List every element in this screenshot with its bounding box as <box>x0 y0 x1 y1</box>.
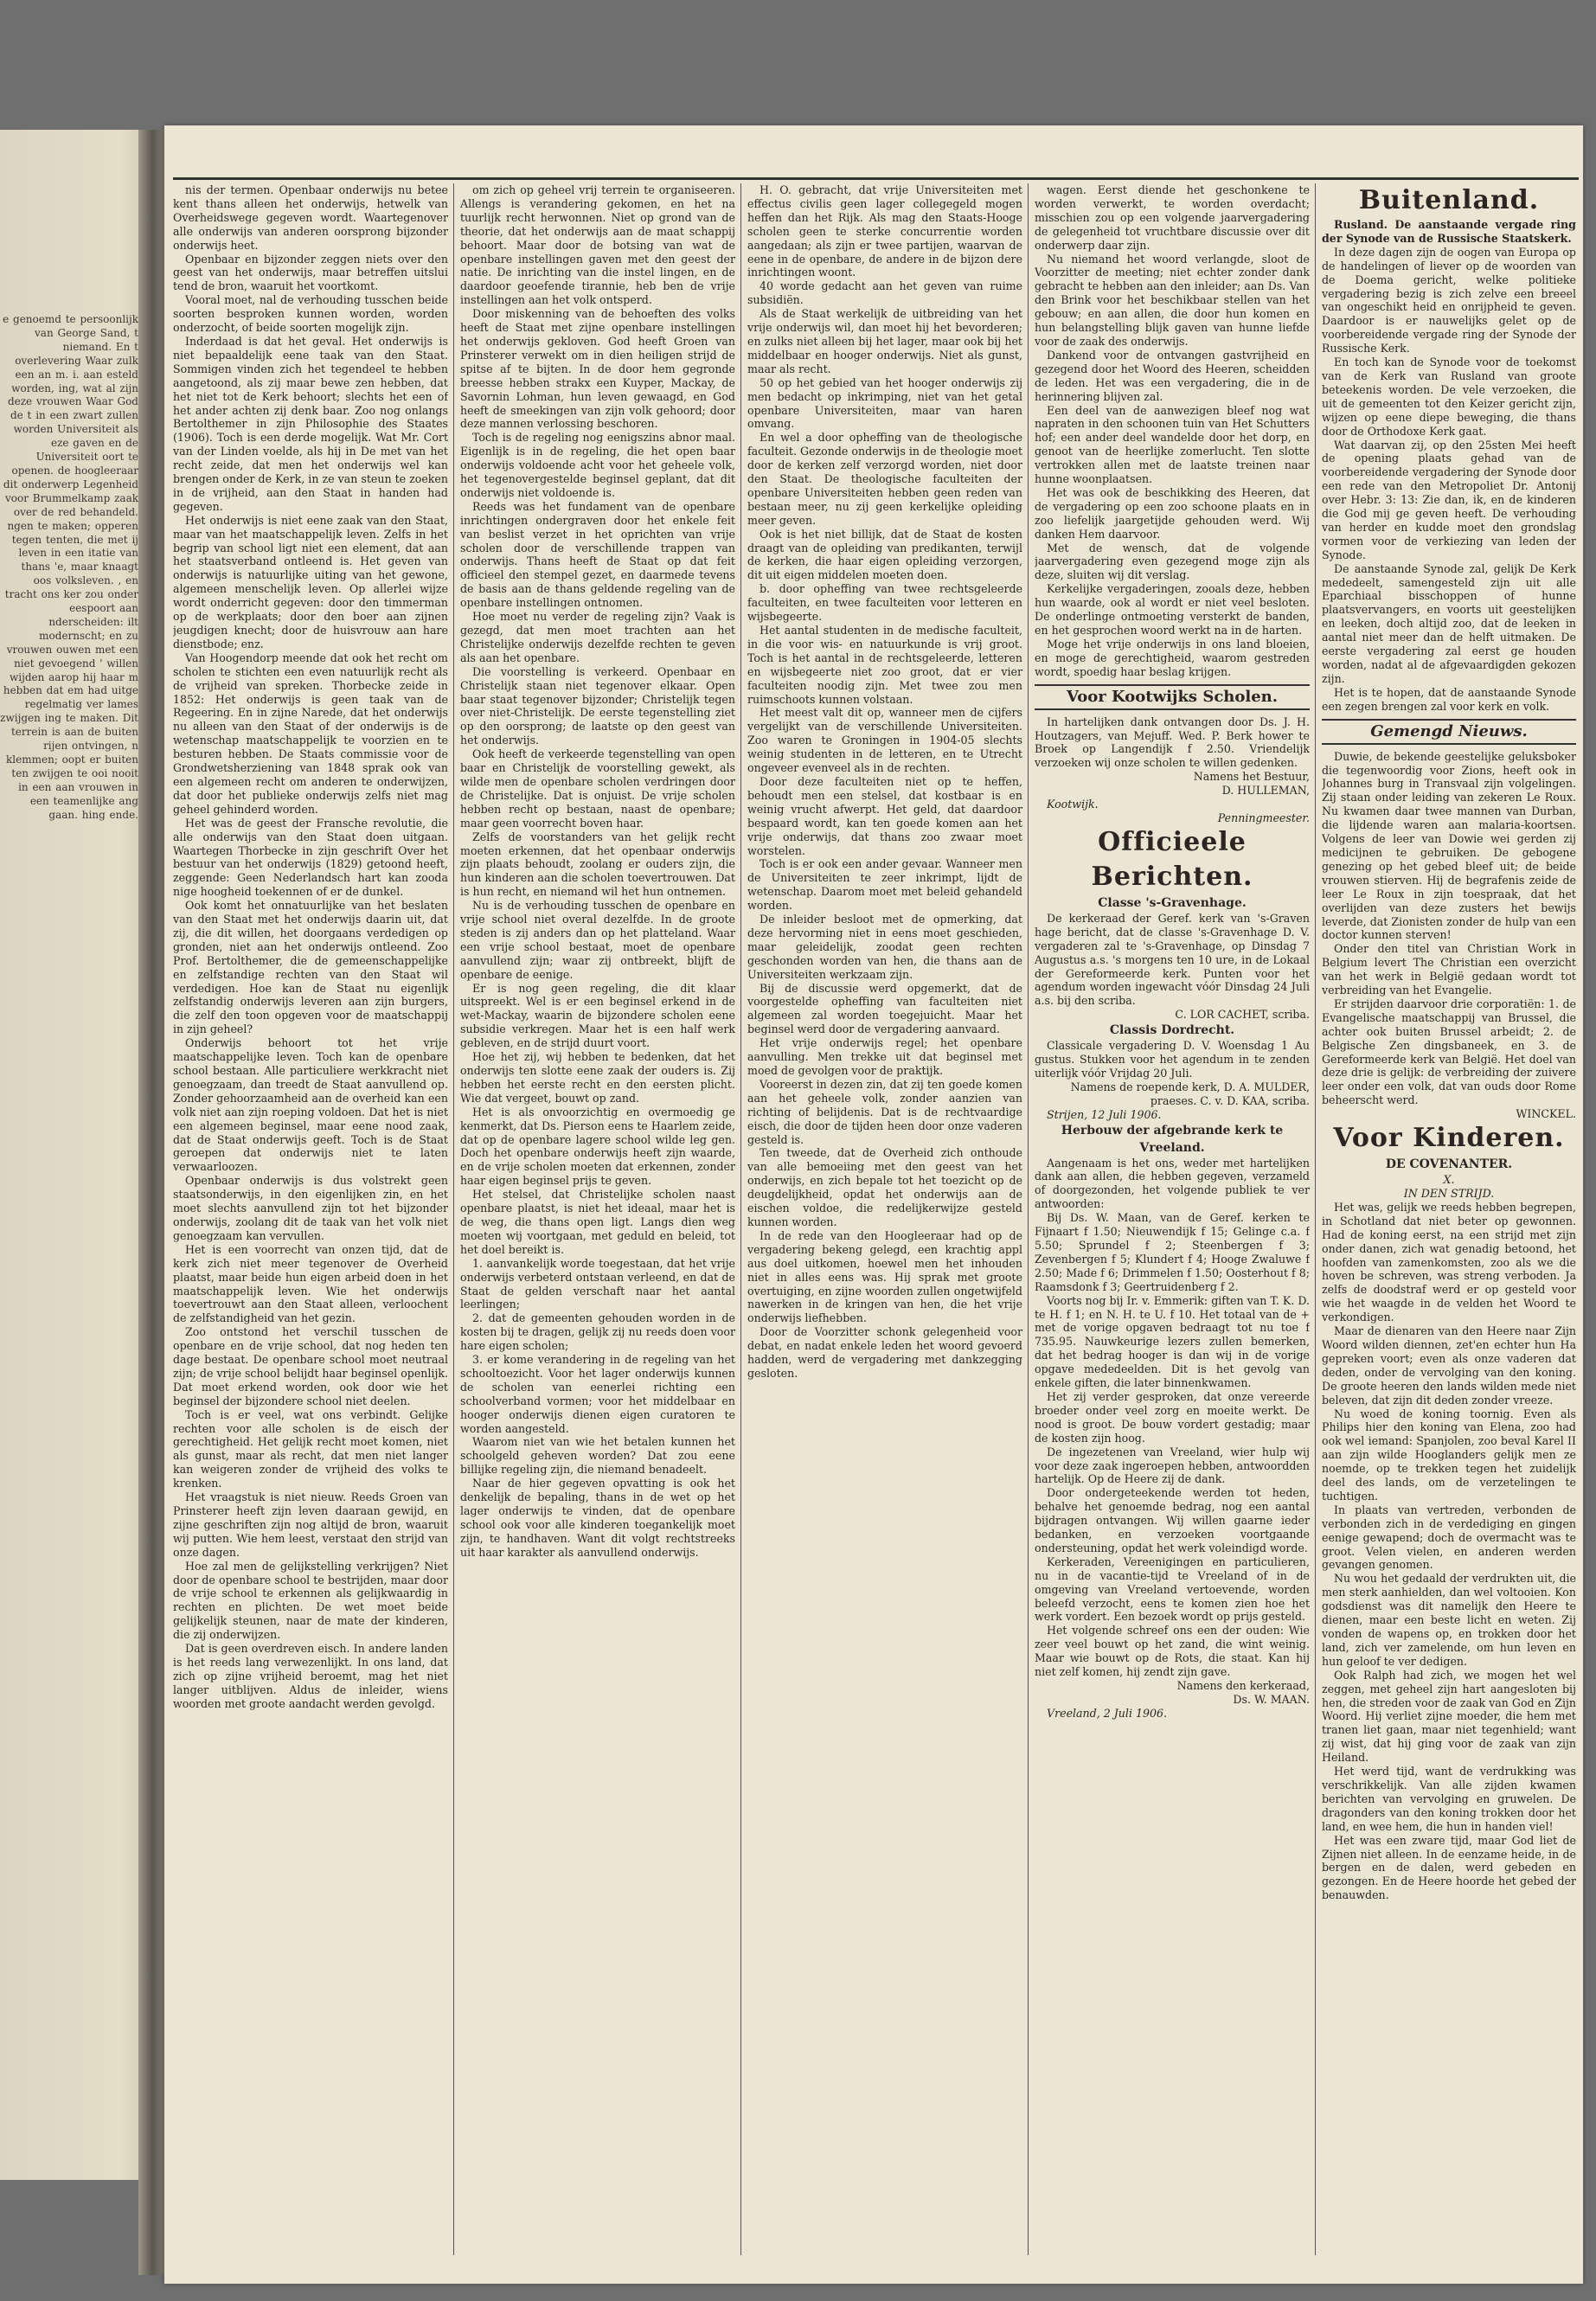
paragraph: Het stelsel, dat Christelijke scholen naast openbare plaatst, is niet het ideaal, maar het is de weg, die thans open ligt. Langs dien weg moeten wij voortgaan, met geduld en beleid, tot het doel bereikt is. <box>460 1188 735 1256</box>
paragraph: Door de Voorzitter schonk gelegenheid voor debat, en nadat enkele leden het woord gevoerd hadden, werd de vergadering met dankzegging gesloten. <box>747 1325 1022 1380</box>
paragraph: Het vraagstuk is niet nieuw. Reeds Groen van Prinsterer heeft zijn leven daaraan gewijd, en zijne geschriften zijn nog altijd de bron, waaruit wij putten. Wie hem leest, verstaat den strijd van onze dagen. <box>173 1490 448 1559</box>
signature-name: Ds. W. MAAN. <box>1233 1692 1310 1706</box>
paragraph: 40 worde gedacht aan het geven van ruime subsidiën. <box>747 279 1022 307</box>
paragraph: Vooral moet, nal de verhouding tusschen beide soorten besproken kunnen worden, worden onderzocht, of beide soorten mogelijk zijn. <box>173 293 448 335</box>
paragraph: Het was, gelijk we reeds hebben begrepen, in Schotland dat niet beter op gewonnen. Had de koning eerst, na een strijd met zijn onder danen, zich wat genadig betoond, het hoofden van zamenkomsten, zoo als we die hoven be schreven, was streng verboden. Ja zelfs de doodstraf werd er op gesteld voor wie het waagde in de velden het Woord te verkondigen. <box>1322 1200 1576 1324</box>
chapter-title: IN DEN STRIJD. <box>1403 1187 1495 1200</box>
paragraph: Die voorstelling is verkeerd. Openbaar en Christelijk staan niet tegenover elkaar. Open baar staat tegenover bijzonder; Christelijk tegen over niet-Christelijk. De eerste tegenstelling ziet op den oorsprong; de laatste op den geest van het onderwijs. <box>460 664 735 747</box>
paragraph: In de rede van den Hoogleeraar had op de vergadering bekeng gelegd, een krachtig appl aus doel uitkomen, hoewel men het inhouden niet in alles eens was. Hij sprak met groote overtuiging, en zijne woorden zullen ongetwijfeld nawerken in de kringen van hen, die het vrije onderwijs liefhebben. <box>747 1228 1022 1325</box>
paragraph: Openbaar en bijzonder zeggen niets over den geest van het onderwijs, maar betreffen uitslui tend de bron, waaruit het voortkomt. <box>173 252 448 293</box>
column-rule <box>1028 183 1029 2255</box>
paragraph: Ook Ralph had zich, we mogen het wel zeggen, met geheel zijn hart aangesloten bij hen, die streden voor de zaak van God en Zijn Woord. Hij verliet zijne moeder, die hem met tranen liet gaan, maar niet tegenhield; want zij wist, dat hij ging voor de zaak van zijn Heiland. <box>1322 1668 1576 1765</box>
paragraph: In deze dagen zijn de oogen van Europa op de handelingen of liever op de woorden van de Doema gericht, welke politieke vergadering bezig is zich zelve een breeel van ongeschikt heid en onrijpheid te geven. Daardoor is er nauwelijks gelet op de voorbereidende vergade ring der Synode der Russische Kerk. <box>1322 245 1576 356</box>
article-column-4 <box>1035 183 1310 2259</box>
paragraph: Er strijden daarvoor drie corporatiën: 1. de Evangelische maatschappij van Brussel, die achter ook buiten Brussel arbeidt; 2. de Belgische Zen dingsbaneek, en 3. de Gereformeerde kerk van België. Het doel van deze drie is gelijk: de verbreiding der zuivere leer onder een volk, dat van ouds door Rome beheerscht werd. <box>1322 997 1576 1107</box>
paragraph: Ook heeft de verkeerde tegenstelling van open baar en Christelijk de voorstelling gewekt, als wilde men de openbare scholen verdringen door de Christelijke. Dat is onjuist. De vrije scholen hebben recht op bestaan, naast de openbare; maar geen voorrecht boven haar. <box>460 747 735 830</box>
section-heading-kinderen: Voor Kinderen. <box>1333 1123 1565 1154</box>
paragraph: Door miskenning van de behoeften des volks heeft de Staat met zijne openbare instellingen het onderwijs gekloven. God heeft Groen van Prinsterer verwekt om in dien heiligen strijd de spitse af te bijten. In de door hem gegronde breesse hebben strakx een Kuyper, Mackay, de Savornin Lohman, hun leven gewaagd, en God heeft de smeekingen van zijn volk gehoord; door deze mannen verlossing beschoren. <box>460 307 735 431</box>
place-label: Kootwijk. <box>1047 798 1099 811</box>
paragraph: Het vrije onderwijs regel; het openbare aanvulling. Men trekke uit dat beginsel met moed de gevolgen voor de praktijk. <box>747 1036 1022 1077</box>
paragraph: Van Hoogendorp meende dat ook het recht om scholen te stichten een even natuurlijk recht als de vrijheid van spreken. Thorbecke zeide in 1852: Het onderwijs is geen taak van de Regeering. En in zijne Narede, dat het onderwijs nu alleen van den Staat of der onderwijs is de wetenschap maatschappelijk te voorzien en te besturen hebben. De Staats commissie voor de Grondwetsherziening van 1848 sprak ook van een algemeen recht om anderen te onderwijzen, dat door het publieke onderwijs zelfs niet mag geheel gehinderd worden. <box>173 651 448 816</box>
paragraph: b. door opheffing van twee rechtsgeleerde faculteiten, en twee faculteiten voor letteren en wijsbegeerte. <box>747 582 1022 624</box>
header-rule <box>173 177 1579 180</box>
paragraph: Ook is het niet billijk, dat de Staat de kosten draagt van de opleiding van predikanten, terwijl de kerken, die haar eigen opleiding verzorgen, dit uit eigen middelen moeten doen. <box>747 527 1022 582</box>
paragraph: Ten tweede, dat de Overheid zich onthoude van alle bemoeiing met den geest van het onderwijs, en zich bepale tot het toezicht op de deugdelijkheid, opdat het onderwijs aan de eischen voldoe, die redelijkerwijze gesteld kunnen worden. <box>747 1146 1022 1228</box>
paragraph: Nu wou het gedaald der verdrukten uit, die men sterk aanhielden, dan wel voltooien. Kon godsdienst was dit namelijk den Heere te dienen, maar een beste licht en weten. Zij vonden de wapens op, en trokken door het land, zich ver zamelende, om hun leven en hun geloof te ver dedigen. <box>1322 1572 1576 1668</box>
dateline: Strijen, 12 Juli 1906. <box>1047 1107 1162 1121</box>
paragraph: De inleider besloot met de opmerking, dat deze hervorming niet in eens moet geschieden, maar geleidelijk, zoodat geen rechten geschonden worden van hen, die thans aan de Universiteiten werkzaam zijn. <box>747 913 1022 981</box>
paragraph: Het aantal studenten in de medische faculteit, in die voor wis- en natuurkunde is vrij groot. Toch is het aantal in de rechtsgeleerde, letteren en wijsbegeerte niet zoo groot, dat er vier faculteiten noodig zijn. Met twee zou men ruimschoots kunnen volstaan. <box>747 624 1022 706</box>
column-rule <box>1315 183 1316 2255</box>
paragraph: Het onderwijs is niet eene zaak van den Staat, maar van het maatschappelijk leven. Zelfs in het begrip van school ligt niet een element, dat aan het staatsverband ontleend is. Het geven van onderwijs is natuurlijke uiting van het gewone, algemeen menschelijk leven. Op allerlei wijze wordt onderricht gegeven: door den timmerman op de werkplaats; door den boer aan zijnen jeugdigen knecht; door de huisvrouw aan hare dienstbode; enz. <box>173 513 448 651</box>
signature: WINCKEL. <box>1516 1107 1576 1121</box>
paragraph: nis der termen. Openbaar onderwijs nu betee kent thans alleen het onderwijs, hetwelk van Overheidswege gegeven wordt. Waartegenover alle onderwijs van anderen oorsprong bijzonder onderwijs heet. <box>173 183 448 252</box>
kootwijk-heading: Voor Kootwijks Scholen. <box>1035 684 1310 710</box>
paragraph: Het was de geest der Fransche revolutie, die alle onderwijs van den Staat doen uitgaan. Waartegen Thorbecke in zijn geschrift Over het bestuur van het onderwijs (1829) getoond heeft, zeggende: Geen Nederlandsch hart kan zooda nige hoogheid toekennen of er de dunkel. <box>173 816 448 899</box>
paragraph: Het is een voorrecht van onzen tijd, dat de kerk zich niet meer tegenover de Overheid plaatst, maar beide hun eigen arbeid doen in het maatschappelijk leven. Wie het onderwijs toevertrouwt aan den Staat alleen, verloochent de zelfstandigheid van het gezin. <box>173 1242 448 1325</box>
subheading-herbouw: Herbouw der afgebrande kerk te Vreeland. <box>1061 1123 1284 1155</box>
paragraph: In plaats van vertreden, verbonden de verbonden zich in de verdediging en gingen eenige gewapend; doch de overmacht was te groot. Velen vielen, en anderen werden gevangen genomen. <box>1322 1503 1576 1572</box>
column-rule <box>453 183 454 2255</box>
paragraph: Wat daarvan zij, op den 25sten Mei heeft de opening plaats gehad van de voorbereidende vergadering der Synode door een rede van den Metropoliet Dr. Antonij over Hebr. 3: 13: Zie dan, ik, en de kinderen die God mij ge geven heeft. De verhouding van herder en kudde moet den grondslag vormen voor de verkiezing van leden der Synode. <box>1322 438 1576 561</box>
paragraph: De aanstaande Synode zal, gelijk De Kerk mededeelt, samengesteld zijn uit alle Eparchiaal bisschoppen of hunne plaatsvervangers, en voorts uit geestelijken en leeken, doch altijd zoo, dat de leeken in aantal niet meer dan de helft uitmaken. De eerste vergadering zal eerst ge houden worden, nadat al de afgevaardigden gekozen zijn. <box>1322 561 1576 685</box>
previous-page-edge <box>0 130 151 2180</box>
paragraph: Met de wensch, dat de volgende jaarvergadering even gezegend moge zijn als deze, sluiten wij dit verslag. <box>1035 541 1310 582</box>
previous-page-fragment: e genoemd te persoonlijk van George Sand, t niemand. En t overlevering Waar zulk een an m. i. aan esteld worden, ing, wat al zijn deze vrouwen Waar God de t in een zwart zullen worden Universiteit als eze gaven en de Universiteit oort te openen. de hoogleeraar dit onderwerp Legenheid voor Brummelkamp zaak over de red behandeld. ngen te maken; opperen tegen tenten, die met ij leven in een itatie van thans 'e, maar knaagt oos volksleven. , en tracht ons ker zou onder eespoort aan nderscheiden: ilt modernscht; en zu vrouwen ouwen met een niet gevoegend ' willen wijden aarop hij haar m hebben dat em had uitge regelmatig ver lames zwijgen ing te maken. Dit terrein is aan de buiten rijen ontvingen, n klemmen; oopt er buiten ten zwijgen te ooi nooit in een aan vrouwen in een teamenlijke ang gaan. hing ende. <box>0 313 138 821</box>
section-heading-buitenland: Buitenland. <box>1358 185 1540 215</box>
paragraph: Het volgende schreef ons een der ouden: Wie zeer veel bouwt op het zand, die wint weinig. Maar wie bouwt op de Rots, die staat. Kan hij niet zelf komen, hij zendt zijn gave. <box>1035 1624 1310 1679</box>
paragraph: Voorts nog bij Ir. v. Emmerik: giften van T. K. D. te H. f 1; en N. H. te U. f 10. Het totaal van de + met de vorige opgaven bedraagt tot nu toe f 735.95. Nauwkeurige lezers zullen bemerken, dat het bedrag hooger is dan wij in de vorige opgave mededeelden. Dit is het gevolg van enkele giften, die later binnenkwamen. <box>1035 1293 1310 1390</box>
paragraph: Toch is er veel, wat ons verbindt. Gelijke rechten voor alle scholen is de eisch der gerechtigheid. Het gelijk recht moet komen, niet als gunst, maar als recht, dat men niet langer kan weigeren zonder de vrijheid des volks te krenken. <box>173 1407 448 1490</box>
section-heading-gemengd: Gemengd Nieuws. <box>1322 719 1576 745</box>
subheading-dordrecht: Classis Dordrecht. <box>1109 1023 1235 1038</box>
paragraph: Openbaar onderwijs is dus volstrekt geen staatsonderwijs, in den eigenlijken zin, en het moet slechts aanvullend zijn tot het bijzonder onderwijs, zoolang dit de taak van het volk niet genoegzaam kan vervullen. <box>173 1174 448 1242</box>
paragraph: Het werd tijd, want de verdrukking was verschrikkelijk. Van alle zijden kwamen berichten van vervolging en gruwelen. De dragonders van den koning trokken door het land, en wee hem, die hun in handen viel! <box>1322 1765 1576 1833</box>
paragraph: In hartelijken dank ontvangen door Ds. J. H. Houtzagers, van Mejuff. Wed. P. Berk hower te Broek op Langendijk f 2.50. Vriendelijk verzoeken wij onze scholen te willen gedenken. <box>1035 715 1310 770</box>
paragraph: 2. dat de gemeenten gehouden worden in de kosten bij te dragen, gelijk zij nu reeds doen voor hare eigen scholen; <box>460 1311 735 1353</box>
paragraph: Duwie, de bekende geestelijke geluksboker die tegenwoordig voor Zions, heeft ook in Johannes burg in Transvaal zijn volgelingen. Zij staan onder leiding van zekeren Le Roux. Nu kwamen daar twee mannen van Durban, die lijdende waren aan malaria-koortsen. Volgens de leer van Dowie wei gerden zij medicijnen te gebruiken. De gebogene genezing op het gebed bleef uit; de beide vrouwen stierven. Hij de begrafenis zeide de leer Le Roux in zijn toespraak, dat het overlijden van deze zusters het bewijs leverde, dat Zionisten zonder de hulp van een doctor kunnen sterven! <box>1322 749 1576 942</box>
paragraph: Moge het vrije onderwijs in ons land bloeien, en moge de gerechtigheid, waarom gestreden wordt, spoedig haar beslag krijgen. <box>1035 637 1310 678</box>
paragraph: Nu woed de koning toornig. Even als Philips hier den koning van Elena, zoo had ook wel iemand: Spanjolen, zoo beval Karel II aan zijn wilde Hooglanders gelijk men ze noemde, op te trekken tegen het zuidelijk deel des lands, om de verzetelingen te tuchtigen. <box>1322 1407 1576 1503</box>
paragraph: Classicale vergadering D. V. Woensdag 1 Au gustus. Stukken voor het agendum in te zenden uiterlijk vóór Vrijdag 20 Juli. <box>1035 1039 1310 1080</box>
signature: Namens het Bestuur, <box>1193 770 1310 784</box>
signature: Namens de roepende kerk, D. A. MULDER, praeses. C. v. D. KAA, scriba. <box>1070 1080 1310 1107</box>
paragraph: En wel a door opheffing van de theologische faculteit. Gezonde onderwijs in de theologie moet door de kerken zelf verzorgd worden, niet door den Staat. De theologische faculteiten der openbare Universiteiten hebben geen reden van bestaan meer, nu zij geen kerkelijke opleiding meer geven. <box>747 431 1022 527</box>
article-column-2 <box>460 183 735 2259</box>
paragraph: Rusland. De aanstaande vergade ring der Synode van de Russische Staatskerk. <box>1322 218 1576 245</box>
serial-title: DE COVENANTER. <box>1385 1157 1513 1172</box>
paragraph: Reeds was het fundament van de openbare inrichtingen ondergraven door het enkele feit van beslist verzet in het oprichten van vrije scholen door de verschillende trappen van onderwijs. Thans heeft de Staat op dat feit officieel den stempel gezet, en daarmede tevens de basis aan de thans geldende regeling van de openbare instellingen ontnomen. <box>460 499 735 610</box>
paragraph: Zoo ontstond het verschil tusschen de openbare en de vrije school, dat nog heden ten dage bestaat. De openbare school moet neutraal zijn; de vrije school belijdt haar beginsel openlijk. Dat moet erkend worden, ook door wie het beginsel der bijzondere school niet deelen. <box>173 1325 448 1407</box>
paragraph: Nu is de verhouding tusschen de openbare en vrije school niet overal dezelfde. In de groote steden is zij anders dan op het platteland. Waar een vrije school bestaat, moet de openbare aanvullend zijn; waar zij ontbreekt, blijft de openbare de eenige. <box>460 899 735 981</box>
paragraph: 50 op het gebied van het hooger onderwijs zij men bedacht op inkrimping, niet van het getal openbare Universiteiten, maar van haren omvang. <box>747 375 1022 431</box>
paragraph: De kerkeraad der Geref. kerk van 's-Graven hage bericht, dat de classe 's-Gravenhage D. V. vergaderen zal te 's-Gravenhage, op Dinsdag 7 Augustus a.s. 's morgens ten 10 ure, in de Lokaal der Gereformeerde kerk. Punten voor het agendum worden ingewacht vóór Dinsdag 24 Juli a.s. bij den scriba. <box>1035 911 1310 1008</box>
paragraph: Dat is geen overdreven eisch. In andere landen is het reeds lang verwezenlijkt. In ons land, dat zich op zijne vrijheid beroemt, mag het niet langer uitblijven. Aldus de inleider, wiens woorden met groote aandacht werden gevolgd. <box>173 1642 448 1710</box>
paragraph: Onderwijs behoort tot het vrije maatschappelijke leven. Toch kan de openbare school bestaan. Alle particuliere werkkracht niet genoegzaam, dan treedt de Staat aanvullend op. Zonder gehoorzaamheid aan de overheid kan een volk niet aan zijn roeping voldoen. Dat het is niet een algemeen beginsel, maar eene nood zaak, dat de Staat onderwijs geeft. Toch is de Staat geroepen dat onderwijs niet te laten verwaarloozen. <box>173 1036 448 1174</box>
paragraph: Maar de dienaren van den Heere naar Zijn Woord wilden diennen, zet'en echter hun Ha gepreken voort; even als onze vaderen dat deden, onder de vervolging van den koning. De groote heeren den lands wilden mede niet beleven, dat zijn dit deden zonder vreeze. <box>1322 1324 1576 1407</box>
dateline: Vreeland, 2 Juli 1906. <box>1047 1706 1168 1720</box>
signature: C. LOR CACHET, scriba. <box>1175 1008 1310 1022</box>
paragraph: Het was een zware tijd, maar God liet de Zijnen niet alleen. In de eenzame heide, in de bergen en de dalen, werd gebeden en gezongen. En de Heere hoorde het gebed der benauwden. <box>1322 1833 1576 1902</box>
previous-page-text-column <box>0 313 138 2301</box>
paragraph: Vooreerst in dezen zin, dat zij ten goede komen aan het geheele volk, zonder aanzien van richting of belijdenis. Dat is de rechtvaardige eisch, die door de tijden heen door onze vaderen gesteld is. <box>747 1077 1022 1146</box>
paragraph: 1. aanvankelijk worde toegestaan, dat het vrije onderwijs verbeterd ontstaan verleend, en dat de Staat de gelden verschaft naar het aantal leerlingen; <box>460 1256 735 1311</box>
paragraph: wagen. Eerst diende het geschonkene te worden verwerkt, te worden overdacht; misschien zou op een volgende jaarvergadering de gelegenheid tot vruchtbare discussie over dit onderwerp daar zijn. <box>1035 183 1310 252</box>
paragraph: Het is als onvoorzichtig en overmoedig ge kenmerkt, dat Ds. Pierson eens te Haarlem zeide, dat op de openbare lagere school wilde leg gen. Doch het openbare onderwijs heeft zijn waarde, en de vrije scholen moeten dat erkennen, zonder haar eigen beginsel prijs te geven. <box>460 1105 735 1188</box>
paragraph: Een deel van de aanwezigen bleef nog wat napraten in den schoonen tuin van Het Schutters hof; een ander deel wandelde door het dorp, en genoot van de heerlijke zomerlucht. Ten slotte vertrokken allen met de laatste treinen naar hunne woonplaatsen. <box>1035 403 1310 486</box>
paragraph: Toch is de regeling nog eenigszins abnor maal. Eigenlijk is in de regeling, die het open baar onderwijs voldoende acht voor het geheele volk, het tegenovergestelde beginsel geplant, dat dit onderwijs niet voldoende is. <box>460 431 735 499</box>
paragraph: Het was ook de beschikking des Heeren, dat de vergadering op een zoo schoone plaats en in zoo liefelijk jaargetijde gehouden werd. Wij danken Hem daarvoor. <box>1035 485 1310 541</box>
paragraph: Onder den titel van Christian Work in Belgium levert The Christian een overzicht van het werk in België gedaan wordt tot verbreiding van het Evangelie. <box>1322 942 1576 997</box>
column-rule <box>740 183 741 2255</box>
paragraph: Waarom niet van wie het betalen kunnen het schoolgeld geheven worden? Dat zou eene billijke regeling zijn, die niemand benadeelt. <box>460 1435 735 1477</box>
role-label: Penningmeester. <box>1217 811 1310 824</box>
paragraph: om zich op geheel vrij terrein te organiseeren. Allengs is verandering gekomen, en het na tuurlijk recht herwonnen. Niet op grond van de theorie, dat het onderwijs aan de maat schappij behoort. Maar door de botsing van wat de openbare instellingen gaven met den geest der natie. De inrichting van die instel lingen, en de daardoor geoefende tirannie, heb ben de vrije instellingen aan het volk ontsperd. <box>460 183 735 307</box>
paragraph: Kerkelijke vergaderingen, zooals deze, hebben hun waarde, ook al wordt er niet veel besloten. De onderlinge ontmoeting versterkt de banden, en het gesprochen woord werkt na in de harten. <box>1035 582 1310 637</box>
paragraph: Als de Staat werkelijk de uitbreiding van het vrije onderwijs wil, dan moet hij het bevorderen; en zulks niet alleen bij het lager, maar ook bij het middelbaar en hooger onderwijs. Niet als gunst, maar als recht. <box>747 307 1022 375</box>
paragraph: Toch is er ook een ander gevaar. Wanneer men de Universiteiten te zeer inkrimpt, lijdt de wetenschap. Daarom moet met beleid gehandeld worden. <box>747 857 1022 913</box>
paragraph: Het meest valt dit op, wanneer men de cijfers vergelijkt van de verschillende Universiteiten. Zoo waren te Groningen in 1904-05 slechts weinig studenten in de letteren, en te Utrecht ongeveer evenveel als in de rechten. <box>747 706 1022 775</box>
paragraph: Hoe moet nu verder de regeling zijn? Vaak is gezegd, dat men moet trachten aan het Christelijke onderwijs dezelfde rechten te geven als aan het openbare. <box>460 610 735 664</box>
paragraph: Inderdaad is dat het geval. Het onderwijs is niet bepaaldelijk eene taak van den Staat. Sommigen vinden zich het tegendeel te hebben aangetoond, als zij maar bewe zen hebben, dat het niet tot de Kerk behoort; slechts het een of het ander achten zij denk baar. Zoo nog onlangs Bertolthemer in zijn Philosophie des Staates (1906). Toch is een derde mogelijk. Wat Mr. Cort van der Linden voelde, als hij in De met van het recht zeide, dat men het onderwijs wel kan brengen onder de Kerk, in ze van steun te zoeken in de vrijheid, aan den Staat in handen had gegeven. <box>173 334 448 513</box>
paragraph: Hoe het zij, wij hebben te bedenken, dat het onderwijs ten slotte eene zaak der ouders is. Zij hebben het eerste recht en den eersten plicht. Wie dat vergeet, bouwt op zand. <box>460 1050 735 1105</box>
paragraph: Het zij verder gesproken, dat onze vereerde broeder onder veel zorg en moeite werkt. De nood is groot. De bouw vordert gestadig; maar de kosten zijn hoog. <box>1035 1389 1310 1445</box>
paragraph: Nu niemand het woord verlangde, sloot de Voorzitter de meeting; niet echter zonder dank gebracht te hebben aan den inleider; aan Ds. Van den Brink voor het beschikbaar stellen van het gebouw; en aan allen, die door hun komen en hun belangstelling blijk gaven van hunne liefde voor de zaak des onderwijs. <box>1035 252 1310 348</box>
section-heading-officieele: Officieele Berichten. <box>1091 826 1253 892</box>
paragraph: Bij Ds. W. Maan, van de Geref. kerken te Fijnaart f 1.50; Nieuwendijk f 15; Gelinge c.a. f 5.50; Sprundel f 2; Steenbergen f 3; Zevenbergen f 5; Klundert f 4; Hooge Zwaluwe f 2.50; Made f 6; Drimmelen f 1.50; Oosterhout f 8; Raamsdonk f 3; Geertruidenberg f 2. <box>1035 1211 1310 1293</box>
paragraph: 3. er kome verandering in de regeling van het schooltoezicht. Voor het lager onderwijs kunnen de scholen van eenerlei richting een schoolverband vormen; voor het middelbaar en hooger onderwijs dienen eigen curatoren te worden aangesteld. <box>460 1353 735 1435</box>
paragraph: Zelfs de voorstanders van het gelijk recht moeten erkennen, dat het openbaar onderwijs zijn plaats behoudt, zoolang er ouders zijn, die hun kinderen aan die scholen toevertrouwen. Dat is hun recht, en niemand wil het hun ontnemen. <box>460 830 735 899</box>
article-column-3 <box>747 183 1022 2259</box>
paragraph: Door ondergeteekende werden tot heden, behalve het genoemde bedrag, nog een aantal bijdragen ontvangen. Wij willen gaarne ieder bedanken, en verzoeken voortgaande ondersteuning, opdat het werk voleindigd worde. <box>1035 1486 1310 1554</box>
paragraph: En toch kan de Synode voor de toekomst van de Kerk van Rusland van groote beteekenis worden. De vele verzoeken, die uit de gemeenten tot den Keizer gericht zijn, wijzen op eene diepe beweging, die thans door de Orthodoxe Kerk gaat. <box>1322 356 1576 438</box>
paragraph: Ook komt het onnatuurlijke van het beslaten van den Staat met het onderwijs daarin uit, dat zij, die dit willen, het doorgaans verdedigen op gronden, niet aan het onderwijs ontleend. Zoo Prof. Bertolthemer, die de gemeenschappelijke en zelfstandige rechten van den Staat wil verdedigen. Hoe kan de Staat nu eigenlijk zelfstandig onderwijs leveren aan zijn burgers, die zelf den toon opgeven voor de maatschappij in zijn geheel? <box>173 899 448 1036</box>
paragraph: Hoe zal men de gelijkstelling verkrijgen? Niet door de openbare school te bestrijden, maar door de vrije school te erkennen als gelijkwaardig in rechten en plichten. De wet moet beide gelijkelijk steunen, naar de mate der kinderen, die zij onderwijzen. <box>173 1559 448 1642</box>
paragraph: De ingezetenen van Vreeland, wier hulp wij voor deze zaak ingeroepen hebben, antwoordden hartelijk. Op de Heere zij de dank. <box>1035 1445 1310 1486</box>
paragraph: Dankend voor de ontvangen gastvrijheid en gezegend door het Woord des Heeren, scheidden de leden. Het was een vergadering, die in de herinnering blijven zal. <box>1035 348 1310 403</box>
signature-name: D. HULLEMAN, <box>1221 784 1310 798</box>
paragraph: Kerkeraden, Vereenigingen en particulieren, nu in de vacantie-tijd te Vreeland of in de omgeving van Vreeland vertoevende, worden beleefd verzocht, eens te komen zien hoe het werk vordert. Een bezoek wordt op prijs gesteld. <box>1035 1554 1310 1624</box>
paragraph: Er is nog geen regeling, die dit klaar uitspreekt. Wel is er een beginsel erkend in de wet-Mackay, waarin de bijzondere scholen eene subsidie verkregen. Maar het is een half werk gebleven, en de strijd duurt voort. <box>460 981 735 1050</box>
article-column-1 <box>173 183 448 2259</box>
article-column-5 <box>1322 183 1576 2259</box>
paragraph: Bij de discussie werd opgemerkt, dat de voorgestelde opheffing van faculteiten niet algemeen zal worden toegejuicht. Maar het beginsel werd door de vergadering aanvaard. <box>747 981 1022 1036</box>
paragraph: Aangenaam is het ons, weder met hartelijken dank aan allen, die hebben gegeven, verzameld of doorgezonden, het volgende publiek te ver antwoorden: <box>1035 1156 1310 1211</box>
chapter-number: X. <box>1443 1173 1455 1187</box>
paragraph: H. O. gebracht, dat vrije Universiteiten met effectus civilis geen lager collegegeld mogen heffen dan het Rijk. Als mag den Staats-Hooge scholen geen te sterke concurrentie worden aangedaan; als zijn er twee partijen, waarvan de eene in de openbare, de andere in de bijzon dere inrichtingen woont. <box>747 183 1022 279</box>
paragraph: Het is te hopen, dat de aanstaande Synode een zegen brengen zal voor kerk en volk. <box>1322 685 1576 713</box>
paragraph: Naar de hier gegeven opvatting is ook het denkelijk de bepaling, thans in de wet op het lager onderwijs te vinden, dat de openbare school ook voor alle kinderen toegankelijk moet zijn, te handhaven. Want dit volgt rechtstreeks uit haar karakter als aanvullend onderwijs. <box>460 1477 735 1559</box>
paragraph: Door deze faculteiten niet op te heffen, behoudt men een stelsel, dat kostbaar is en weinig vrucht afwerpt. Het geld, dat daardoor bespaard wordt, kan ten goede komen aan het vrije onderwijs, dat thans zoo zwaar moet worstelen. <box>747 774 1022 857</box>
subheading-classe: Classe 's-Gravenhage. <box>1098 895 1247 910</box>
signature: Namens den kerkeraad, <box>1176 1679 1310 1692</box>
